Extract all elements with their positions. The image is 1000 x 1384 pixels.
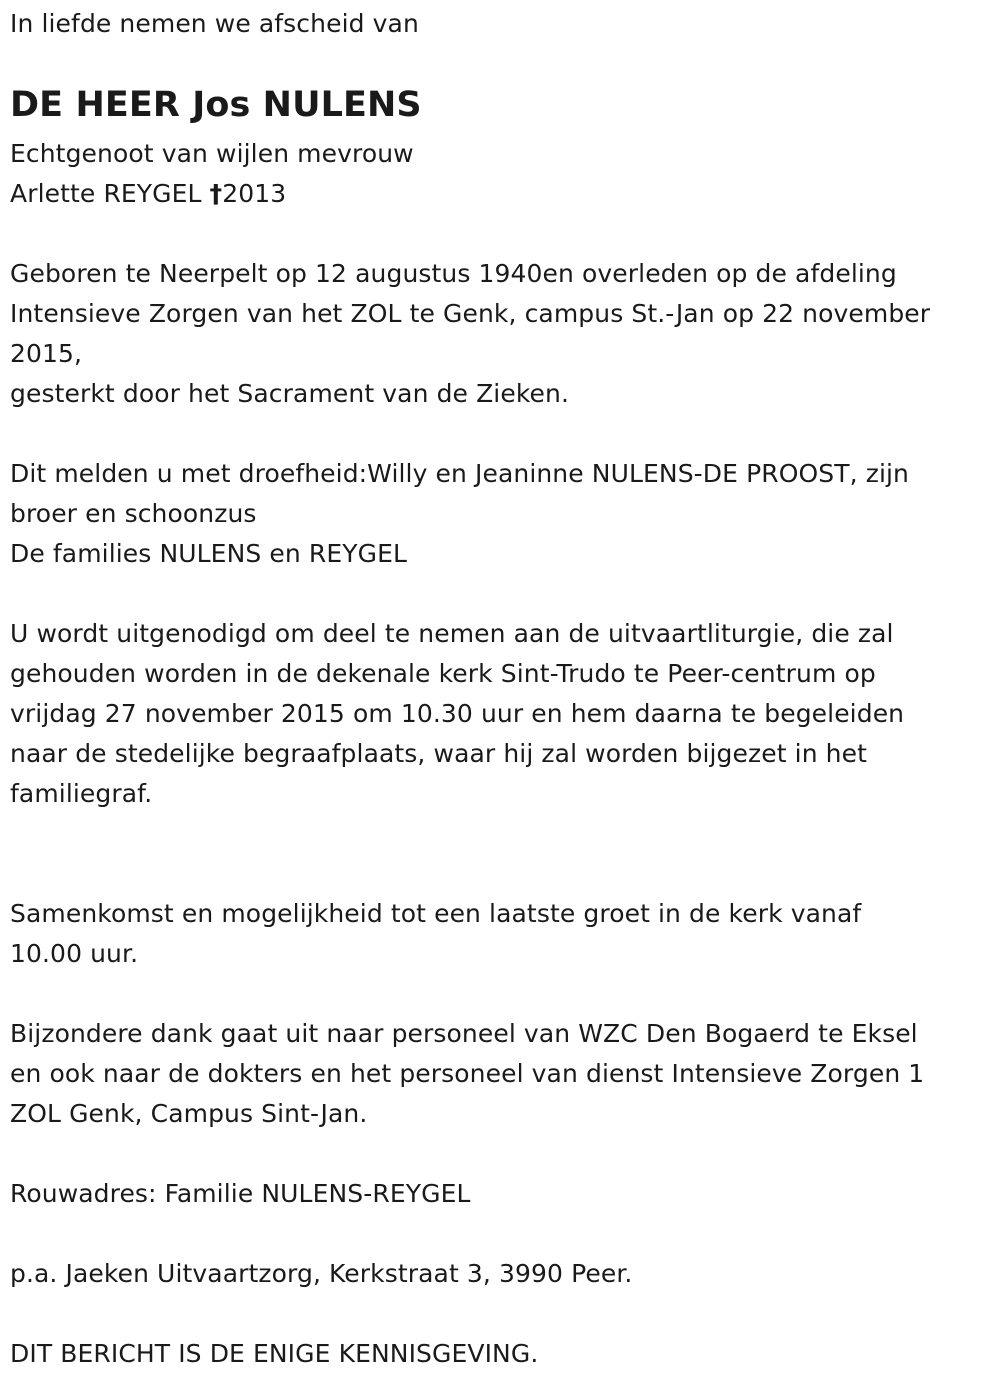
thanks-line: Bijzondere dank gaat uit naar personeel van WZC Den Bogaerd te Eksel	[10, 1019, 918, 1048]
announcers-line: Dit melden u met droefheid:Willy en Jeaninne NULENS-DE PROOST, zijn	[10, 459, 909, 488]
invitation-line: familiegraf.	[10, 779, 153, 808]
care-of-address: p.a. Jaeken Uitvaartzorg, Kerkstraat 3, 3990 Peer.	[10, 1259, 633, 1288]
spouse-line: Echtgenoot van wijlen mevrouw	[10, 139, 414, 168]
invitation-line: naar de stedelijke begraafplaats, waar hij zal worden bijgezet in het	[10, 739, 868, 768]
cross-icon: †	[209, 179, 223, 208]
gathering-line: Samenkomst en mogelijkheid tot een laatste groet in de kerk vanaf	[10, 899, 862, 928]
birth-death-line: Intensieve Zorgen van het ZOL te Genk, campus St.-Jan op 22 november	[10, 299, 931, 328]
spouse-name: Arlette REYGEL	[10, 179, 210, 208]
invitation-line: vrijdag 27 november 2015 om 10.30 uur en hem daarna te begeleiden	[10, 699, 905, 728]
mourning-address: Rouwadres: Familie NULENS-REYGEL	[10, 1179, 471, 1208]
spouse-death-year: 2013	[222, 179, 287, 208]
birth-death-line: Geboren te Neerpelt op 12 augustus 1940en overleden op de afdeling	[10, 259, 897, 288]
invitation-line: U wordt uitgenodigd om deel te nemen aan de uitvaartliturgie, die zal	[10, 619, 894, 648]
birth-death-line: 2015,	[10, 339, 83, 368]
gathering-line: 10.00 uur.	[10, 939, 139, 968]
spouse-name-line	[10, 174, 286, 214]
thanks-line: en ook naar de dokters en het personeel van dienst Intensieve Zorgen 1	[10, 1059, 925, 1088]
deceased-name: DE HEER Jos NULENS	[10, 85, 422, 125]
announcers-line: broer en schoonzus	[10, 499, 257, 528]
announcers-line: De families NULENS en REYGEL	[10, 539, 407, 568]
birth-death-line: gesterkt door het Sacrament van de Zieken.	[10, 379, 569, 408]
closing-statement: DIT BERICHT IS DE ENIGE KENNISGEVING.	[10, 1339, 539, 1368]
thanks-line: ZOL Genk, Campus Sint-Jan.	[10, 1099, 368, 1128]
invitation-line: gehouden worden in de dekenale kerk Sint-Trudo te Peer-centrum op	[10, 659, 876, 688]
intro-text: In liefde nemen we afscheid van	[10, 9, 419, 38]
